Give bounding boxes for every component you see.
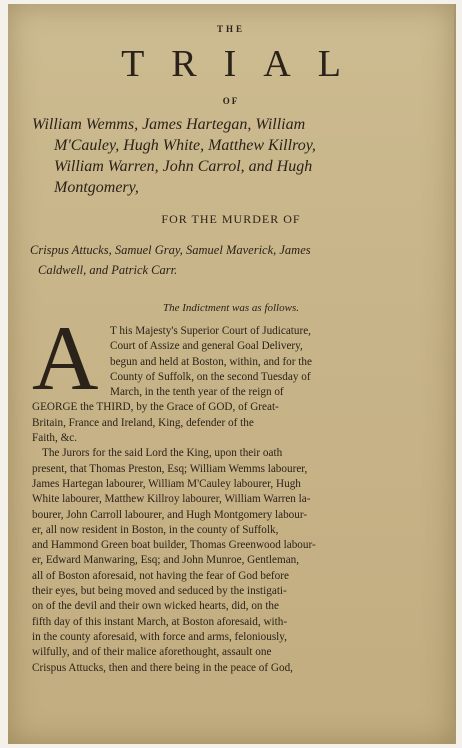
header-the: THE <box>216 24 245 34</box>
body-line: James Hartegan labourer, William M'Cauley labourer, Hugh <box>32 477 301 490</box>
body-line: present, that Thomas Preston, Esq; William Wemms labourer, <box>32 462 308 475</box>
body-line: er, Edward Manwaring, Esq; and John Munroe, Gentleman, <box>32 554 300 567</box>
body-line: and Hammond Green boat builder, Thomas Greenwood labour- <box>32 539 316 552</box>
body-line: County of Suffolk, on the second Tuesday of <box>110 370 311 383</box>
body-line: Britain, France and Ireland, King, defender of the <box>32 416 254 429</box>
victims-list <box>30 240 430 280</box>
victims-line: Crispus Attucks, Samuel Gray, Samuel Maverick, James <box>30 243 311 257</box>
body-line: Court of Assize and general Goal Delivery, <box>110 340 303 353</box>
body-line: in the county aforesaid, with force and arms, feloniously, <box>32 630 287 643</box>
defendants-list <box>32 114 422 198</box>
body-line: GEORGE the THIRD, by the Grace of GOD, of Great- <box>32 401 279 414</box>
body-line: on of the devil and their own wicked hearts, did, on the <box>32 600 279 613</box>
body-line: begun and held at Boston, within, and for the <box>110 355 312 368</box>
defendants-line: M'Cauley, Hugh White, Matthew Killroy, <box>54 137 316 154</box>
defendants-line: Montgomery, <box>54 179 139 196</box>
defendants-line: William Warren, John Carrol, and Hugh <box>54 158 313 175</box>
body-line: T his Majesty's Superior Court of Judicature, <box>110 325 311 337</box>
body-line: er, all now resident in Boston, in the county of Suffolk, <box>32 523 279 536</box>
body-line: fifth day of this instant March, at Boston aforesaid, with- <box>32 615 288 628</box>
body-line: their eyes, but being moved and seduced by the instigati- <box>32 585 287 598</box>
defendants-line: William Wemms, James Hartegan, William <box>32 116 306 133</box>
body-line: The Jurors for the said Lord the King, upon their oath <box>42 447 283 460</box>
body-line: wilfully, and of their malice aforethought, assault one <box>32 646 272 659</box>
body-line: Crispus Attucks, then and there being in the peace of God, <box>32 661 293 674</box>
drop-cap: A <box>32 307 99 409</box>
body-line: White labourer, Matthew Killroy labourer, William Warren la- <box>32 493 311 506</box>
document-title: TRIAL <box>121 43 368 85</box>
body-line: all of Boston aforesaid, not having the fear of God before <box>32 569 289 582</box>
indictment-body <box>32 324 424 676</box>
document-page <box>8 4 456 744</box>
murder-heading: FOR THE MURDER OF <box>161 212 301 226</box>
body-line: Faith, &c. <box>32 432 78 445</box>
indictment-heading: The Indictment was as follows. <box>163 302 299 314</box>
body-line: March, in the tenth year of the reign of <box>110 386 284 399</box>
header-of: OF <box>222 96 240 106</box>
body-line: bourer, John Carroll labourer, and Hugh Montgomery labour- <box>32 508 308 521</box>
victims-line: Caldwell, and Patrick Carr. <box>38 263 178 277</box>
